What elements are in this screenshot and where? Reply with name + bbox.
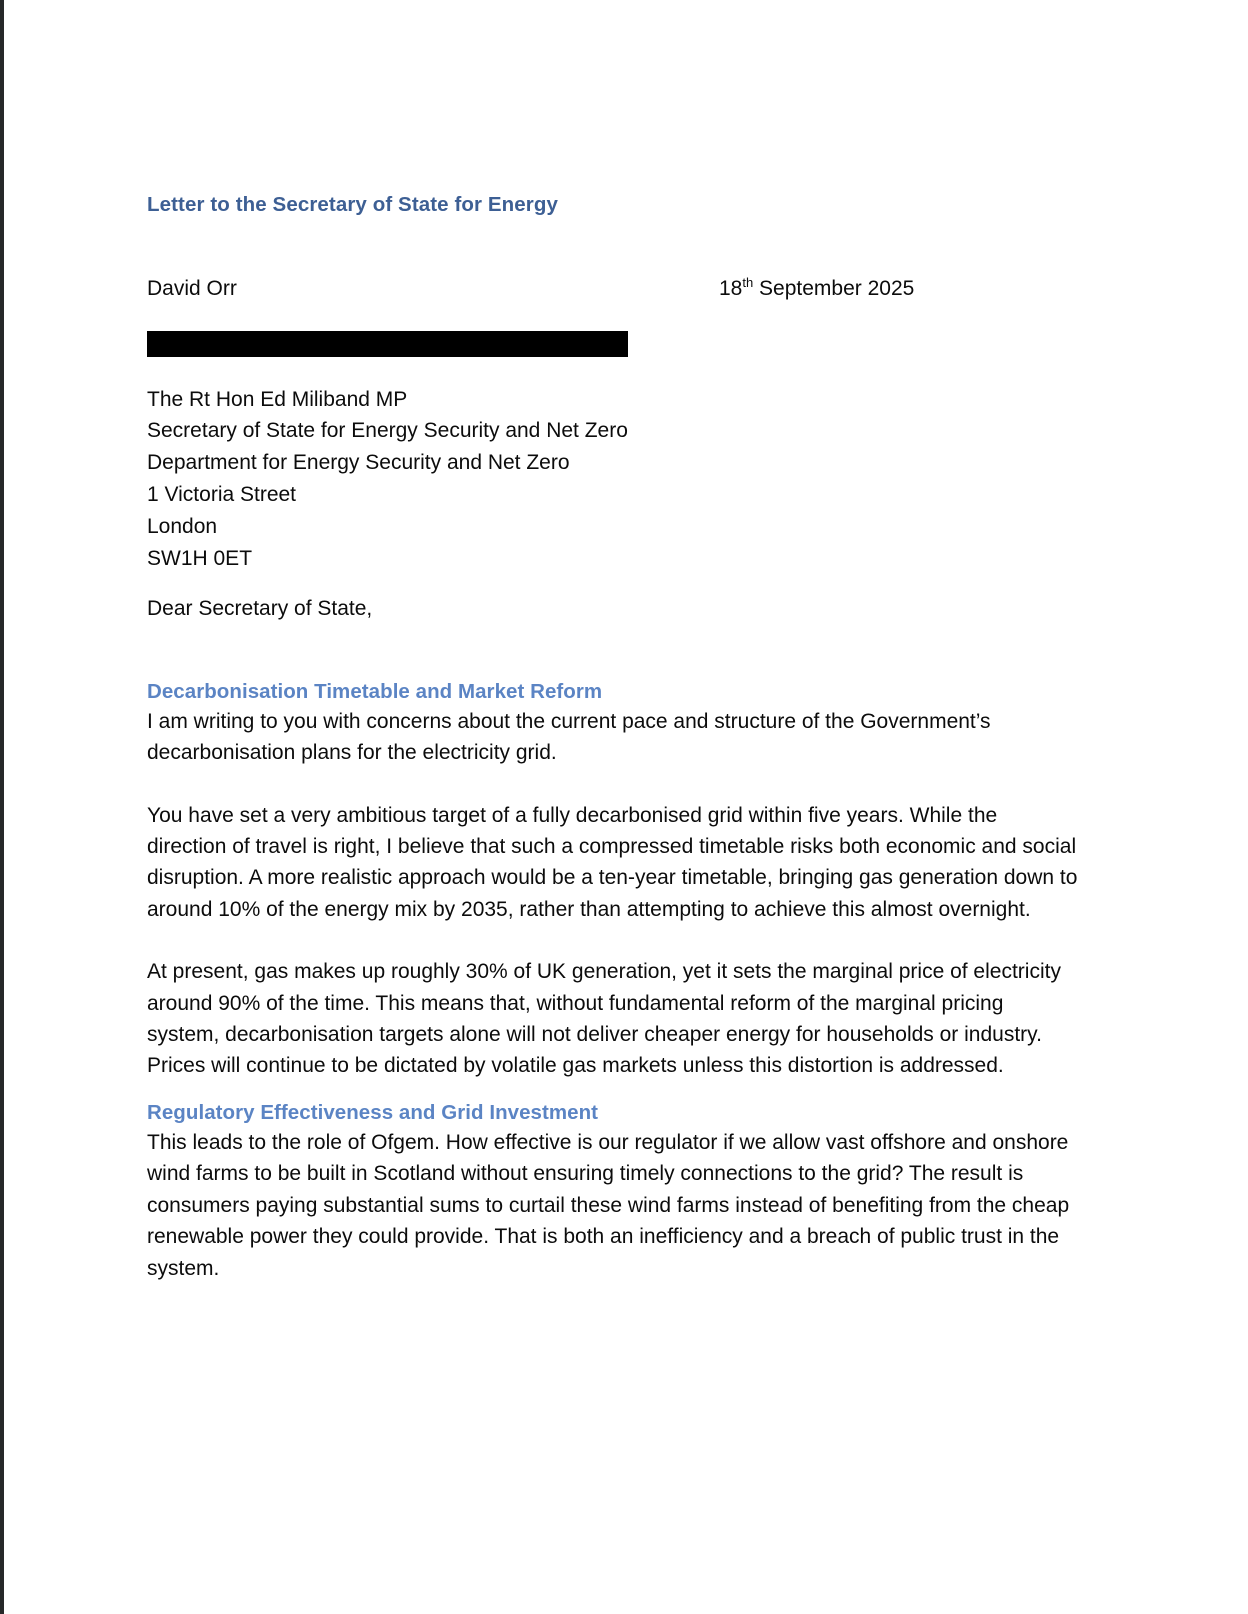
recipient-line-3: Department for Energy Security and Net Zero xyxy=(147,451,570,475)
redaction-bar xyxy=(147,331,628,357)
author-name: David Orr xyxy=(147,276,237,300)
recipient-line-5: London xyxy=(147,514,218,538)
date-ordinal-suffix: th xyxy=(742,274,754,290)
letter-date xyxy=(719,276,914,302)
salutation: Dear Secretary of State, xyxy=(147,597,373,621)
page-title: Letter to the Secretary of State for Energy xyxy=(147,193,558,216)
recipient-line-1: The Rt Hon Ed Miliband MP xyxy=(147,387,408,411)
recipient-address-block xyxy=(147,384,1087,575)
section-regulatory xyxy=(147,1098,1087,1284)
date-day: 18 xyxy=(719,276,743,300)
section-decarbonisation xyxy=(147,677,1087,1082)
recipient-line-2: Secretary of State for Energy Security and Net Zero xyxy=(147,419,628,443)
letter-content xyxy=(147,0,1087,1284)
spacer xyxy=(147,623,1087,677)
letter-meta-row xyxy=(147,276,1087,306)
spacer xyxy=(147,769,1087,800)
spacer xyxy=(147,1082,1087,1098)
recipient-line-4: 1 Victoria Street xyxy=(147,482,297,506)
paragraph: I am writing to you with concerns about the current pace and structure of the Government’s decarbonisation plans for the electricity grid. xyxy=(147,709,991,765)
recipient-line-6: SW1H 0ET xyxy=(147,546,253,570)
section-heading-decarbonisation: Decarbonisation Timetable and Market Reform xyxy=(147,679,603,703)
spacer xyxy=(147,925,1087,956)
paragraph: You have set a very ambitious target of a fully decarbonised grid within five years. While the direction of travel is right, I believe that such a compressed timetable risks both economic and social disruption. A more realistic approach would be a ten-year timetable, bringing gas generation down to around 10% of the energy mix by 2035, rather than attempting to achieve this almost overnight. xyxy=(147,803,1078,921)
date-month-year: September 2025 xyxy=(753,276,915,300)
section-heading-regulatory: Regulatory Effectiveness and Grid Investment xyxy=(147,1100,599,1124)
paragraph: At present, gas makes up roughly 30% of UK generation, yet it sets the marginal price of electricity around 90% of the time. This means that, without fundamental reform of the marginal pricing system, decarbonisation targets alone will not deliver cheaper energy for households or industry. Prices will continue to be dictated by volatile gas markets unless this distortion is addressed. xyxy=(147,960,1061,1078)
paragraph: This leads to the role of Ofgem. How effective is our regulator if we allow vast offshore and onshore wind farms to be built in Scotland without ensuring timely connections to the grid? The result is consumers paying substantial sums to curtail these wind farms instead of benefiting from the cheap renewable power they could provide. That is both an inefficiency and a breach of public trust in the system. xyxy=(147,1130,1070,1280)
page-scan-edge xyxy=(0,0,4,1614)
